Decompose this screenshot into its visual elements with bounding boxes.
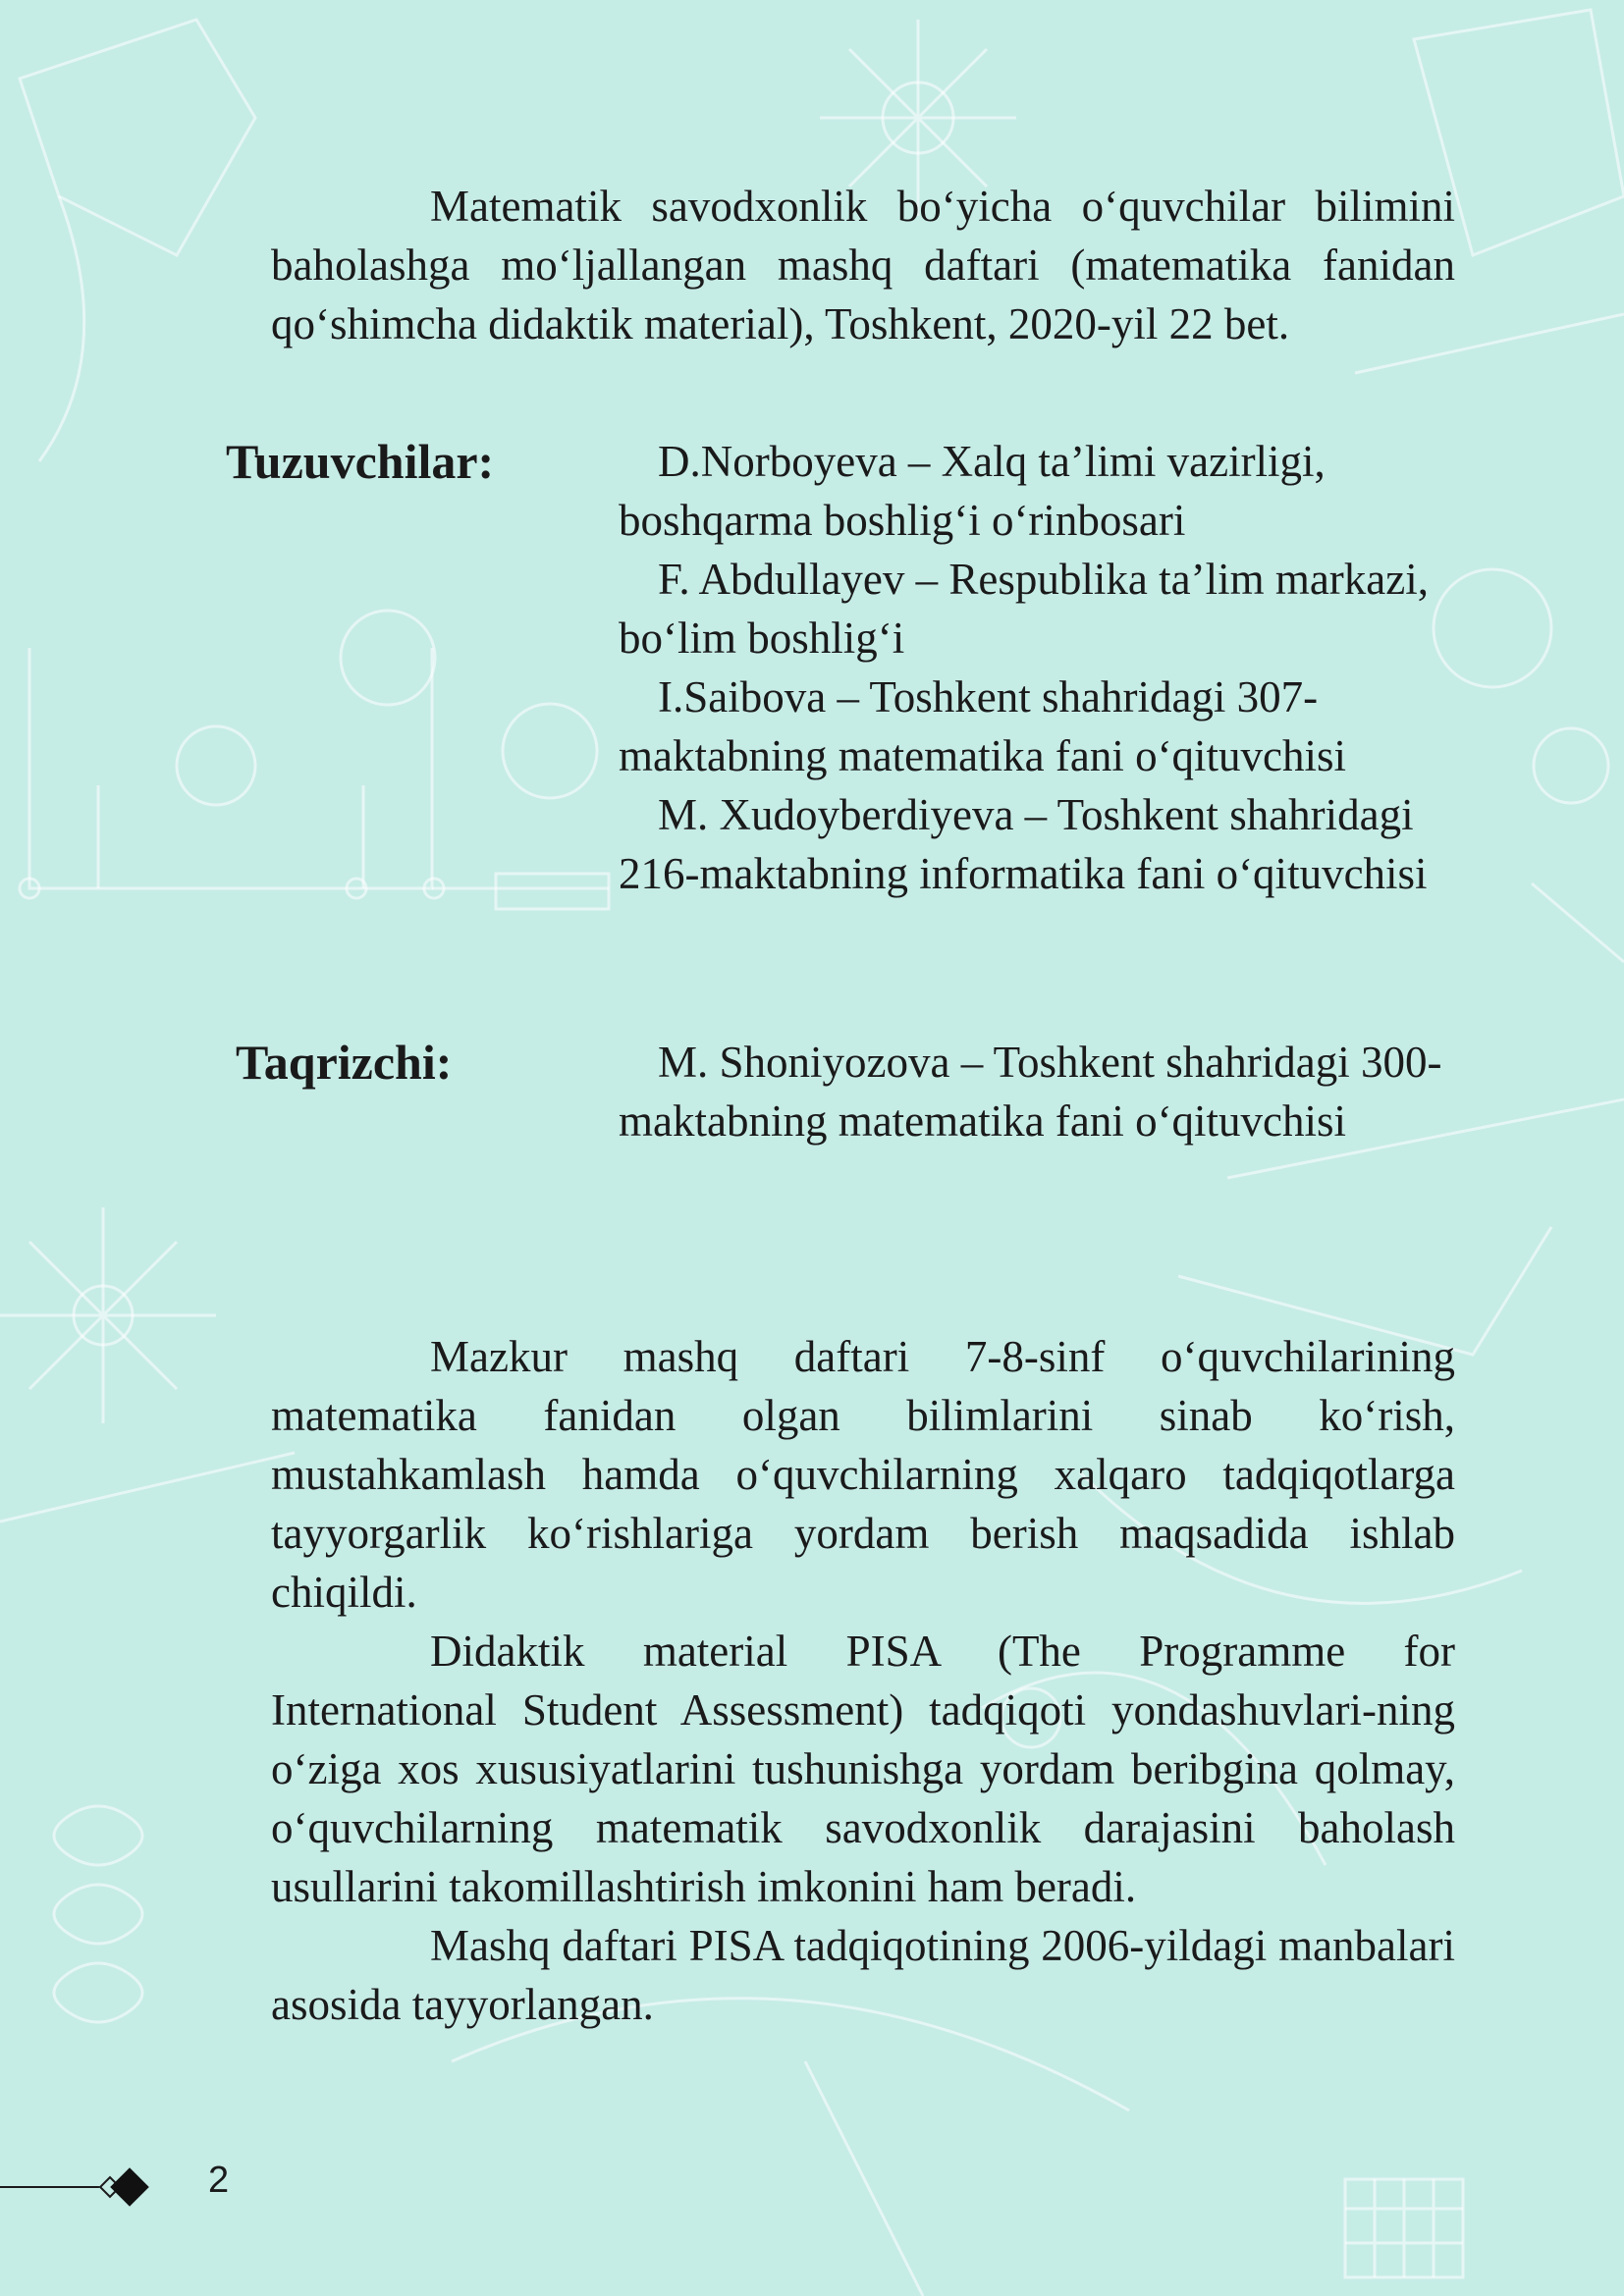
description-paragraph-3: Mashq daftari PISA tadqiqotining 2006-yildagi manbalari asosida tayyorlangan. — [271, 1921, 1455, 2029]
page-number: 2 — [208, 2160, 230, 2201]
reviewer-list — [619, 1033, 1463, 1150]
compiler-entry: I.Saibova – Toshkent shahridagi 307-maktabning matematika fani o‘qituvchisi — [619, 672, 1347, 780]
description-paragraph-1: Mazkur mashq daftari 7-8-sinf o‘quvchilarining matematika fanidan olgan bilimlarini sinab ko‘rish, mustahkamlash hamda o‘quvchilarning xalqaro tadqiqotlarga tayyorgarlik ko‘rishlariga yordam berish maqsadida ishlab chiqildi. — [271, 1332, 1455, 1617]
description-paragraph-2: Didaktik material PISA (The Programme for International Student Assessment) tadqiqoti yondashuvlari-ning o‘ziga xos xususiyatlarini tushunishga yordam beribgina qolmay, o‘quvchilarning matematik savodxonlik darajasini baholash usullarini takomillashtirish imkonini ham beradi. — [271, 1627, 1455, 1911]
footer-rule — [0, 2186, 110, 2188]
compiler-entry: F. Abdullayev – Respublika ta’lim markazi, bo‘lim boshlig‘i — [619, 555, 1429, 663]
compilers-label: Tuzuvchilar: — [226, 434, 495, 489]
reviewer-entry: M. Shoniyozova – Toshkent shahridagi 300-maktabning matematika fani o‘qituvchisi — [619, 1038, 1442, 1146]
description-section — [271, 1327, 1455, 2034]
intro-paragraph: Matematik savodxonlik bo‘yicha o‘quvchilar bilimini baholashga mo‘ljallangan mashq daftari (matematika fanidan qo‘shimcha didaktik material), Toshkent, 2020-yil 22 bet. — [271, 182, 1455, 348]
footer-diamond-icon — [110, 2167, 149, 2207]
reviewer-label: Taqrizchi: — [236, 1035, 453, 1090]
compiler-entry: M. Xudoyberdiyeva – Toshkent shahridagi 216-maktabning informatika fani o‘qituvchisi — [619, 790, 1428, 898]
compilers-list — [619, 432, 1463, 903]
compiler-entry: D.Norboyeva – Xalq ta’limi vazirligi, boshqarma boshlig‘i o‘rinbosari — [619, 437, 1326, 545]
